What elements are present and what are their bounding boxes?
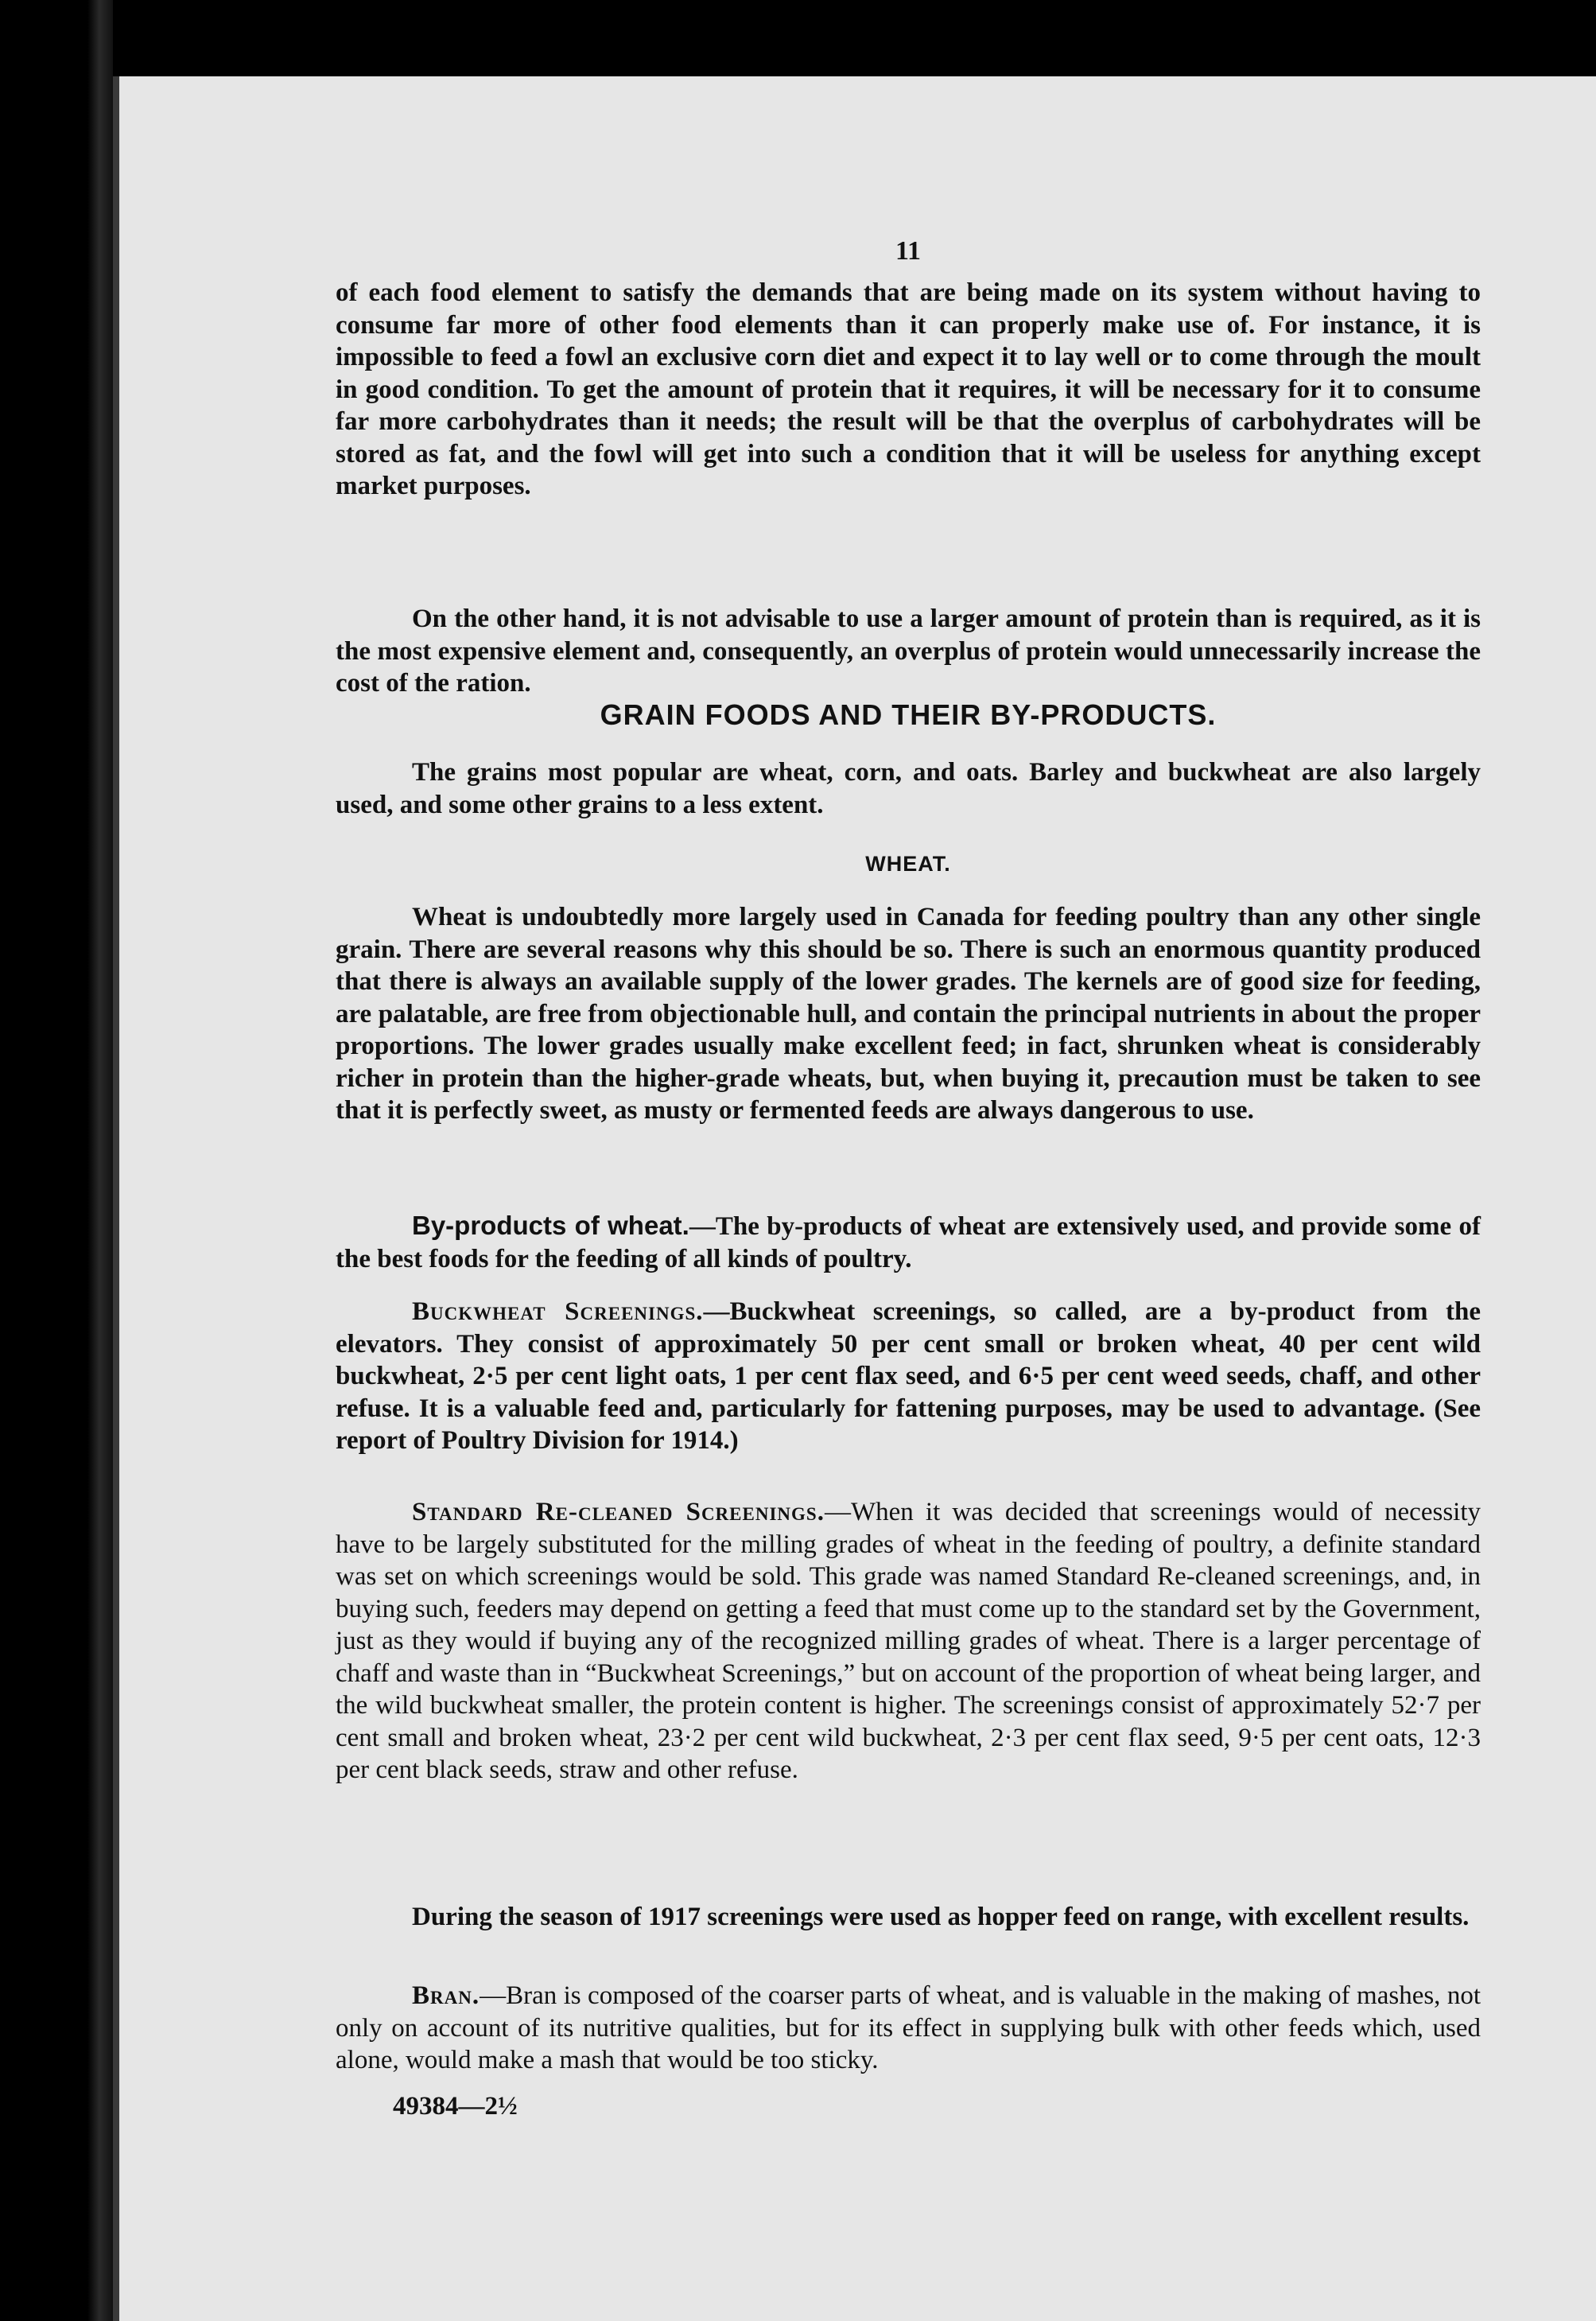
paragraph-6-lead: Buckwheat Screenings.: [412, 1297, 704, 1326]
section-heading-grain-foods: GRAIN FOODS AND THEIR BY-PRODUCTS.: [600, 698, 1217, 731]
paragraph-6: [336, 1296, 1481, 1457]
paragraph-7-lead: Standard Re-cleaned Screenings.: [412, 1498, 825, 1526]
paragraph-7-text: —When it was decided that screenings would of necessity have to be largely substituted for the milling grades of wheat in the feeding of poultry, a definite standard was set on which screenings would be sold. This grade was named Standard Re-cleaned screenings, and, in buying such, feeders may depend on getting a feed that must come up to the standard set by the Government, just as they would if buying any of the recognized milling grades of wheat. There is a larger percentage of chaff and waste than in “Buckwheat Screenings,” but on account of the proportion of wheat being larger, and the wild buckwheat smaller, the protein content is higher. The screenings consist of approximately 52·7 per cent small and broken wheat, 23·2 per cent wild buckwheat, 2·3 per cent flax seed, 9·5 per cent oats, 12·3 per cent black seeds, straw and other refuse.: [336, 1498, 1481, 1784]
scan-border: [0, 0, 113, 2321]
paragraph-8: [336, 1901, 1481, 1934]
paragraph-5-text: —The by-products of wheat are extensively used, and provide some of the best foods for the feeding of all kinds of poultry.: [336, 1212, 1481, 1273]
paragraph-9: [336, 1980, 1481, 2077]
paragraph-8-text: During the season of 1917 screenings were used as hopper feed on range, with excellent results.: [412, 1903, 1470, 1931]
paragraph-2: [336, 603, 1481, 700]
section-heading-wheat: WHEAT.: [865, 852, 951, 876]
paragraph-6-text: —Buckwheat screenings, so called, are a by-product from the elevators. They consist of approximately 50 per cent small or broken wheat, 40 per cent wild buckwheat, 2·5 per cent light oats, 1 per cent flax seed, and 6·5 per cent weed seeds, chaff, and other refuse. It is a valuable feed and, particularly for fattening purposes, may be used to advantage. (See report of Poultry Division for 1914.): [336, 1297, 1481, 1455]
paragraph-1: [336, 277, 1481, 503]
paragraph-5: [336, 1210, 1481, 1275]
paragraph-9-text: —Bran is composed of the coarser parts of wheat, and is valuable in the making of mashes, not only on account of its nutritive qualities, but for its effect in supplying bulk with other feeds which, used alone, would make a mash that would be too sticky.: [336, 1981, 1481, 2074]
printer-signature: 49384—2½: [393, 2092, 518, 2121]
paragraph-4-text: Wheat is undoubtedly more largely used in Canada for feeding poultry than any other single grain. There are several reasons why this should be so. There is such an enormous quantity produced that there is always an available supply of the lower grades. The kernels are of good size for feeding, are palatable, are free from objectionable hull, and contain the principal nutrients in about the proper proportions. The lower grades usually make excellent feed; in fact, shrunken wheat is considerably richer in protein than the higher-grade wheats, but, when buying it, precaution must be taken to see that it is perfectly sweet, as musty or fermented feeds are always dangerous to use.: [336, 903, 1481, 1125]
paragraph-9-lead: Bran.: [412, 1981, 480, 2010]
paragraph-1-text: of each food element to satisfy the demands that are being made on its system without having to consume far more of other food elements than it can properly make use of. For instance, it is impossible to feed a fowl an exclusive corn diet and expect it to lay well or to come through the moult in good condition. To get the amount of protein that it requires, it will be necessary for it to consume far more carbohydrates than it needs; the result will be that the overplus of carbohydrates will be stored as fat, and the fowl will get into such a condition that it will be useless for anything except market purposes.: [336, 278, 1481, 500]
page-number: 11: [895, 236, 922, 266]
document-page: [113, 76, 1596, 2321]
paragraph-3: [336, 756, 1481, 821]
paragraph-4: [336, 901, 1481, 1127]
paragraph-3-text: The grains most popular are wheat, corn, and oats. Barley and buckwheat are also largely used, and some other grains to a less extent.: [336, 758, 1481, 819]
paragraph-5-lead: By-products of wheat.: [412, 1211, 689, 1240]
paragraph-7: [336, 1496, 1481, 1786]
paragraph-2-text: On the other hand, it is not advisable to use a larger amount of protein than is required, as it is the most expensive element and, consequently, an overplus of protein would unnecessarily increase the cost of the ration.: [336, 605, 1481, 698]
